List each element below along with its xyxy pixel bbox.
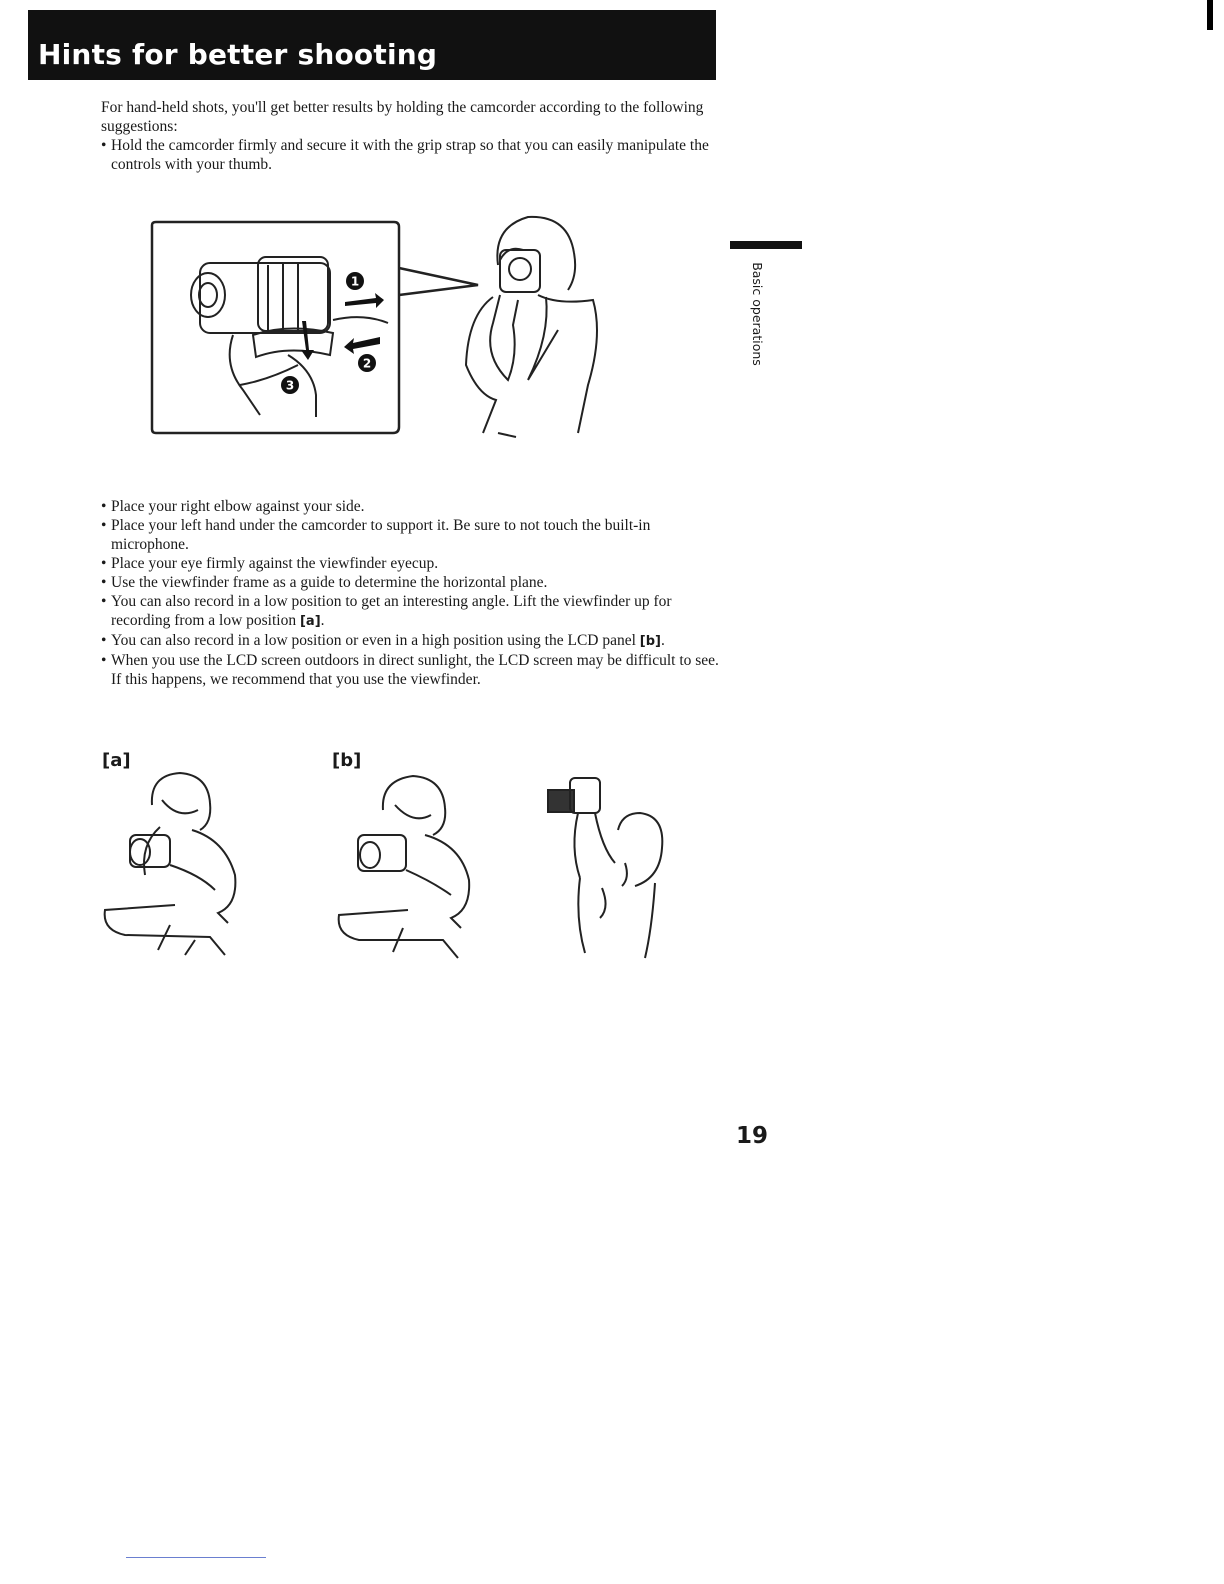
intro-bullet: • Hold the camcorder firmly and secure it with the grip strap so that you can easily manipulate the controls with your thumb.	[101, 137, 709, 173]
tip-punct: .	[661, 632, 665, 649]
grip-strap-illustration	[148, 205, 608, 445]
page-title: Hints for better shooting	[38, 38, 438, 71]
tip-text: When you use the LCD screen outdoors in direct sunlight, the LCD screen may be difficult to see. If this happens, we recommend that you use the viewfinder.	[111, 652, 719, 688]
step-1-marker: 1	[350, 274, 360, 289]
figure-label-b: [b]	[332, 750, 362, 771]
title-bar	[28, 10, 716, 80]
tip-item: • You can also record in a low position or even in a high position using the LCD panel [b].	[101, 632, 665, 649]
figure-ref-a: [a]	[299, 614, 321, 629]
tip-item: • Place your right elbow against your side.	[101, 498, 365, 515]
figure-ref-b: [b]	[639, 634, 661, 649]
low-position-lcd-illustration	[333, 770, 483, 960]
step-3-marker: 3	[285, 378, 295, 393]
tip-item: • Use the viewfinder frame as a guide to determine the horizontal plane.	[101, 574, 548, 591]
page-number: 19	[736, 1123, 769, 1149]
section-tab-label: Basic operations	[750, 262, 765, 366]
high-position-lcd-illustration	[540, 768, 670, 963]
tip-punct: .	[320, 612, 325, 629]
tip-item: • You can also record in a low position to get an interesting angle. Lift the viewfinder up for recording from a low position [a].	[101, 593, 672, 629]
intro-section	[101, 98, 721, 174]
figure-label-a: [a]	[102, 750, 131, 771]
tip-text: You can also record in a low position or even in a high position using the LCD panel	[111, 632, 640, 649]
tip-text: Use the viewfinder frame as a guide to determine the horizontal plane.	[111, 574, 548, 591]
tip-item: • When you use the LCD screen outdoors in direct sunlight, the LCD screen may be difficult to see. If this happens, we recommend that you use the viewfinder.	[101, 652, 719, 688]
corner-mark	[1207, 0, 1213, 30]
tip-item: • Place your eye firmly against the viewfinder eyecup.	[101, 555, 439, 572]
tip-text: Place your eye firmly against the viewfinder eyecup.	[111, 555, 439, 572]
tip-text: You can also record in a low position to get an interesting angle. Lift the viewfinder up for recording from a low position	[111, 593, 672, 629]
intro-bullet-text: Hold the camcorder firmly and secure it with the grip strap so that you can easily manipulate the controls with your thumb.	[111, 137, 709, 173]
low-position-viewfinder-illustration	[100, 765, 250, 960]
tips-list	[101, 497, 721, 689]
step-2-marker: 2	[362, 356, 372, 371]
tip-text: Place your left hand under the camcorder to support it. Be sure to not touch the built-in microphone.	[111, 517, 651, 553]
intro-paragraph: For hand-held shots, you'll get better results by holding the camcorder according to the following suggestions:	[101, 99, 704, 135]
footer-line	[126, 1557, 266, 1558]
tip-text: Place your right elbow against your side.	[111, 498, 365, 515]
tip-item: • Place your left hand under the camcorder to support it. Be sure to not touch the built-in microphone.	[101, 517, 651, 553]
section-tab-marker	[730, 241, 802, 249]
